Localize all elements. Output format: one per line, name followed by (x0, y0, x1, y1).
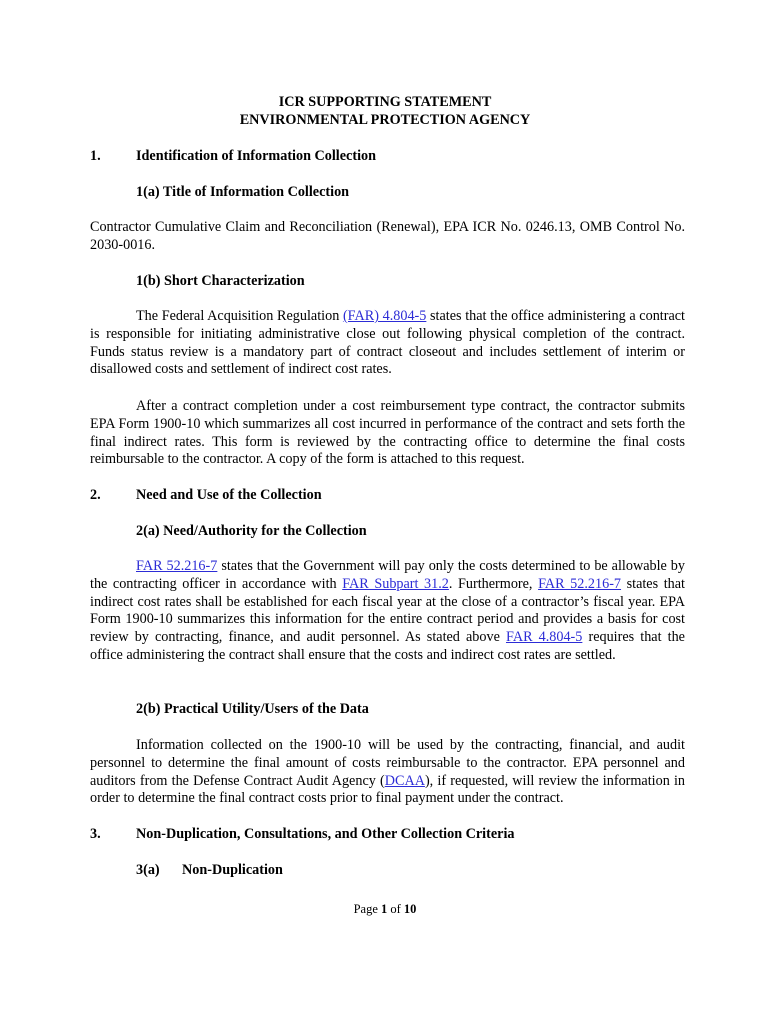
paragraph-text: The Federal Acquisition Regulation (136, 308, 343, 324)
paragraph-text: Information collected on the 1900-10 will be used by the contracting, financial, and audit personnel to determine the final amount of costs reimbursable to the contractor. EPA personnel and auditors from the Defense Contract Audit Agency ( (90, 737, 685, 789)
far-52-216-7-link-2[interactable]: FAR 52.216-7 (538, 575, 622, 592)
doc-title-line-2: ENVIRONMENTAL PROTECTION AGENCY (239, 112, 531, 128)
of-label: of (390, 902, 401, 916)
section-3-title: Non-Duplication, Consultations, and Other Collection Criteria (136, 826, 515, 842)
section-2-number: 2. (90, 487, 101, 503)
subsection-1a-title: 1(a) Title of Information Collection (136, 184, 350, 200)
subsection-2b-title: 2(b) Practical Utility/Users of the Data (136, 701, 369, 717)
page-label: Page (353, 902, 378, 916)
far-4-804-5-link-2[interactable]: FAR 4.804-5 (505, 629, 583, 646)
doc-title-line-1: ICR SUPPORTING STATEMENT (278, 94, 492, 110)
subsection-1b-title: 1(b) Short Characterization (136, 273, 305, 289)
section-1-title: Identification of Information Collection (136, 148, 376, 164)
paragraph-text: states that the office administering a contract is responsible for initiating administrative close out following physical completion of the contract. Funds status review is a mandatory part of contract closeout and includes settlement of interim or disallowed costs and settlement of indirect cost rates. (90, 308, 685, 378)
page-total: 10 (403, 902, 417, 916)
subsection-3a-number: 3(a) (136, 862, 160, 878)
paragraph-text: . Furthermore, (448, 575, 539, 592)
page-footer (0, 902, 770, 917)
section-1-number: 1. (90, 148, 101, 164)
far-52-216-7-link[interactable]: FAR 52.216-7 (136, 558, 218, 574)
subsection-2b-paragraph (90, 737, 685, 808)
subsection-1b-paragraph-1 (90, 308, 685, 379)
paragraph-text: states that indirect cost rates shall be established for each fiscal year at the close of a contractor’s fiscal year. EPA Form 1900-10 summarizes this information for the entire contract period and provides a basis for cost review by contracting, finance, and audit personnel. As stated above (90, 575, 685, 646)
paragraph-text: states that the Government will pay only the costs determined to be allowable by the contracting officer in accordance with (90, 558, 685, 592)
subsection-2a-paragraph (90, 558, 685, 665)
subsection-3a-title: Non-Duplication (182, 862, 283, 878)
subsection-1a-text: Contractor Cumulative Claim and Reconciliation (Renewal), EPA ICR No. 0246.13, OMB Control No. 2030-0016. (90, 219, 685, 253)
paragraph-text: ), if requested, will review the information in order to determine the final contract costs prior to final payment under the contract. (90, 772, 685, 807)
dcaa-link[interactable]: DCAA (384, 772, 425, 789)
far-4-804-5-link[interactable]: (FAR) 4.804-5 (342, 308, 427, 324)
far-subpart-31-2-link[interactable]: FAR Subpart 31.2 (342, 575, 449, 592)
subsection-2a-title: 2(a) Need/Authority for the Collection (136, 523, 367, 539)
paragraph-text: requires that the office administering the contract shall ensure that the costs and indirect cost rates are settled. (90, 629, 685, 663)
section-2-title: Need and Use of the Collection (136, 487, 322, 503)
subsection-1b-paragraph-2: After a contract completion under a cost reimbursement type contract, the contractor submits EPA Form 1900-10 which summarizes all cost incurred in performance of the contract and sets forth the final indirect rates. This form is reviewed by the contracting office to determine the final costs reimbursable to the contractor. A copy of the form is attached to this request. (90, 398, 685, 468)
section-3-number: 3. (90, 826, 101, 842)
page-current: 1 (381, 902, 388, 916)
